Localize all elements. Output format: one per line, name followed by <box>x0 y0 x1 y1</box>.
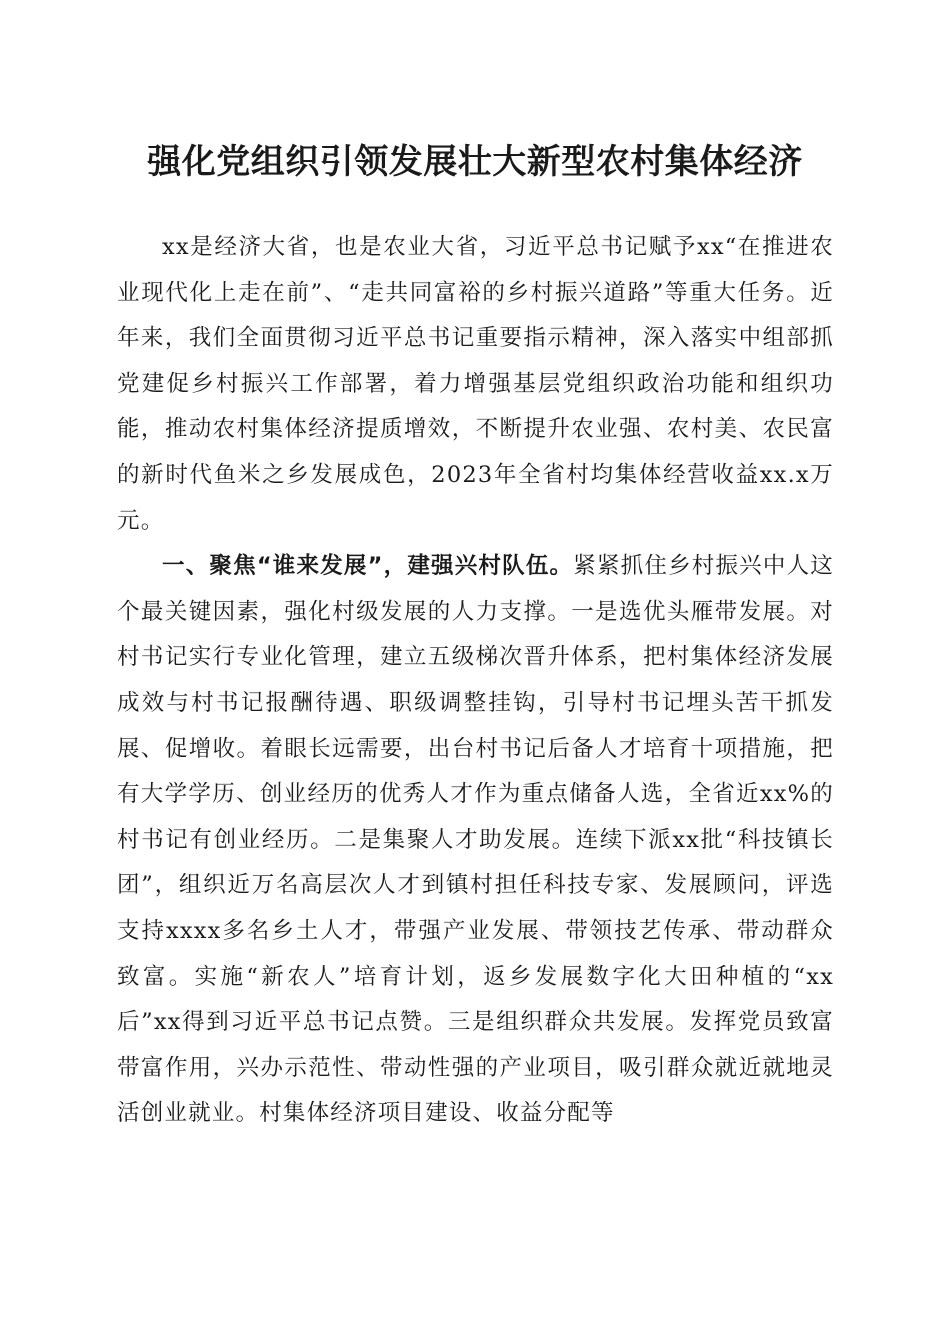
section-1-paragraph <box>117 544 834 1137</box>
document-title: 强化党组织引领发展壮大新型农村集体经济 <box>147 142 803 182</box>
section-1-heading: 一、聚焦“谁来发展”，建强兴村队伍。 <box>162 553 574 580</box>
intro-paragraph: xx是经济大省，也是农业大省，习近平总书记赋予xx“在推进农业现代化上走在前”、“走共同富裕的乡村振兴道路”等重大任务。近年来，我们全面贯彻习近平总书记重要指示精神，深入落实中组部抓党建促乡村振兴工作部署，着力增强基层党组织政治功能和组织功能，推动农村集体经济提质增效，不断提升农业强、农村美、农民富的新时代鱼米之乡发展成色，2023年全省村均集体经营收益xx.x万元。 <box>117 234 834 534</box>
section-1-body: 紧紧抓住乡村振兴中人这个最关键因素，强化村级发展的人力支撑。一是选优头雁带发展。对村书记实行专业化管理，建立五级梯次晋升体系，把村集体经济发展成效与村书记报酬待遇、职级调整挂钩，引导村书记埋头苦干抓发展、促增收。着眼长远需要，出台村书记后备人才培育十项措施，把有大学学历、创业经历的优秀人才作为重点储备人选，全省近xx%的村书记有创业经历。二是集聚人才助发展。连续下派xx批“科技镇长团”，组织近万名高层次人才到镇村担任科技专家、发展顾问，评选支持xxxx多名乡土人才，带强产业发展、带领技艺传承、带动群众致富。实施“新农人”培育计划，返乡发展数字化大田种植的“xx后”xx得到习近平总书记点赞。三是组织群众共发展。发挥党员致富带富作用，兴办示范性、带动性强的产业项目，吸引群众就近就地灵活创业就业。村集体经济项目建设、收益分配等 <box>117 553 834 1127</box>
document-body <box>117 225 834 1137</box>
